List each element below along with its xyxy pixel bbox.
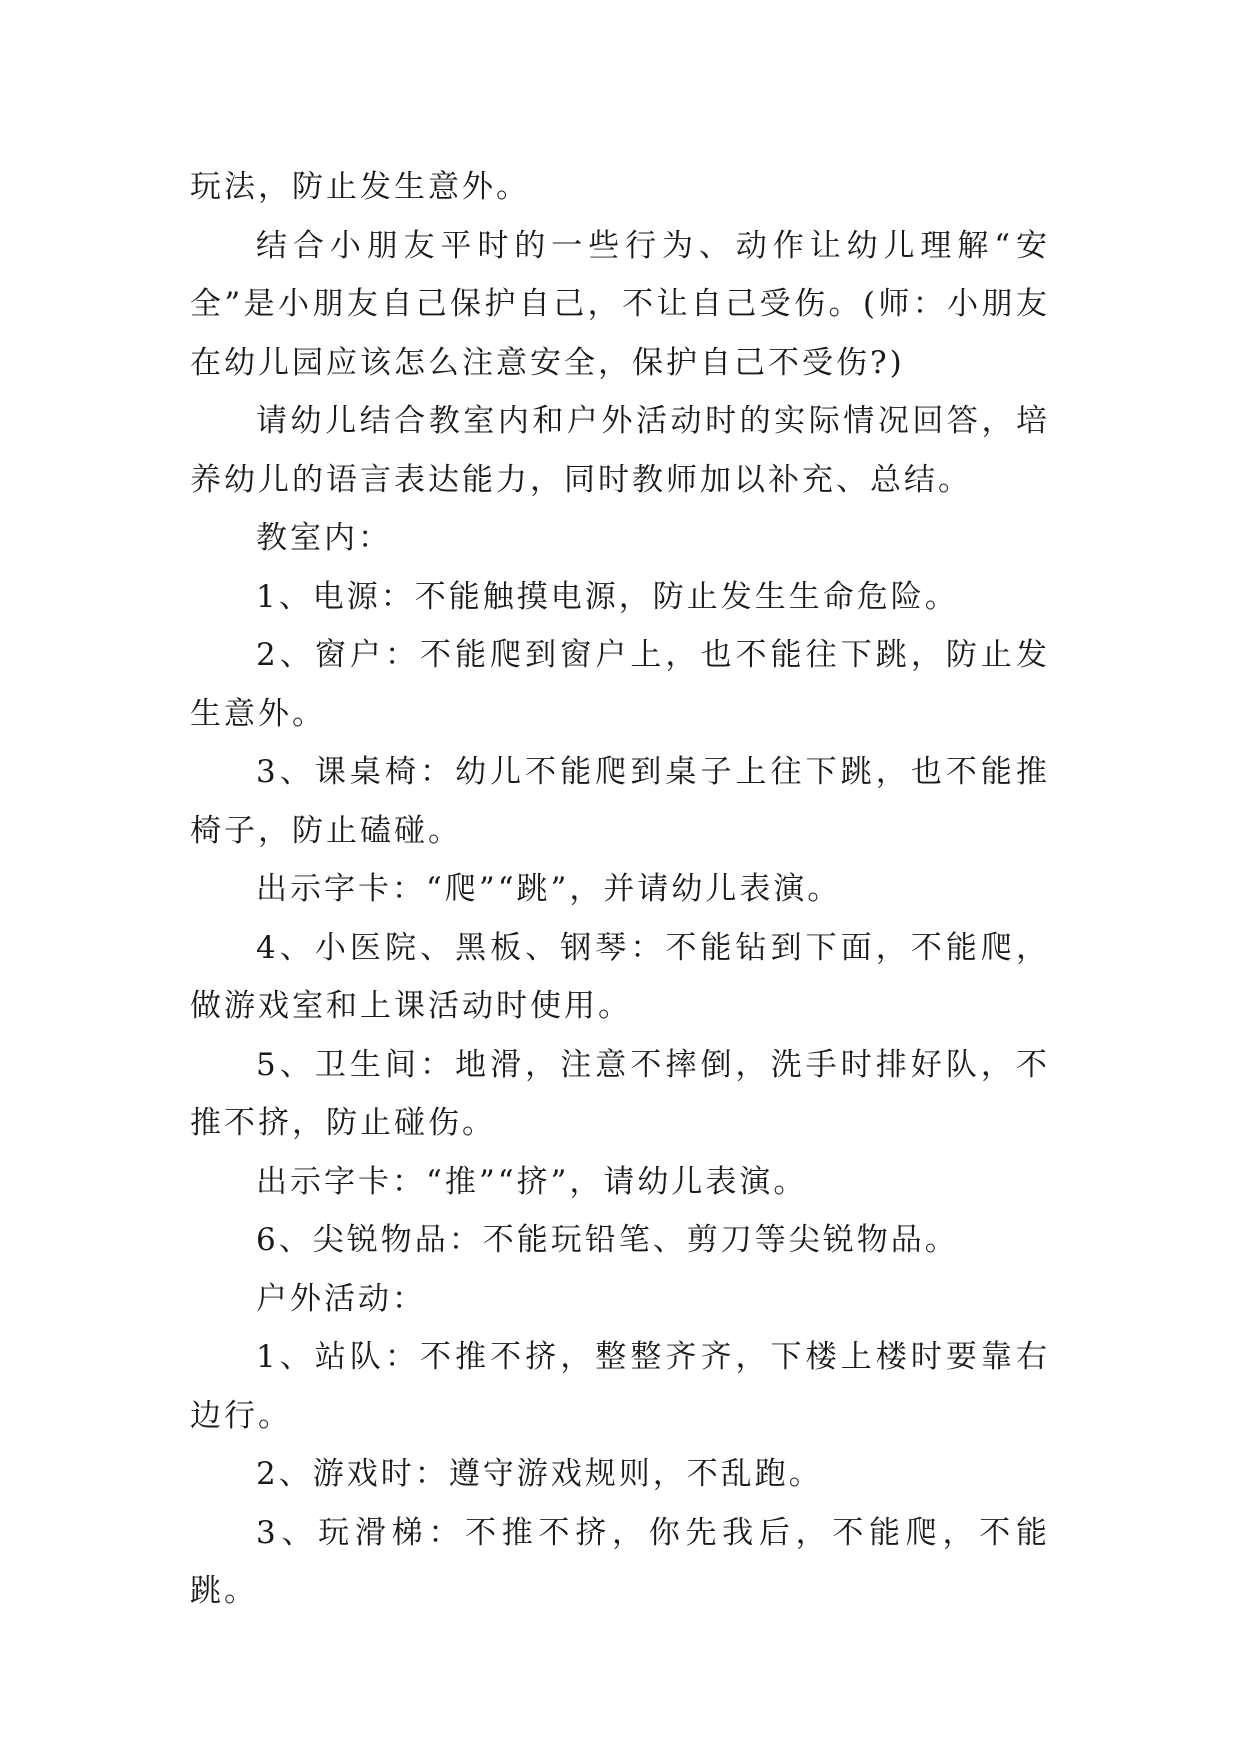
document-body — [190, 158, 1050, 1621]
list-item: 1、电源：不能触摸电源，防止发生生命危险。 — [256, 578, 959, 615]
list-item: 3、课桌椅：幼儿不能爬到桌子上往下跳，也不能推椅子，防止磕碰。 — [190, 754, 1050, 849]
paragraph: 请幼儿结合教室内和户外活动时的实际情况回答，培养幼儿的语言表达能力，同时教师加以补充、总结。 — [190, 403, 1050, 498]
section-heading-outdoor: 户外活动： — [256, 1280, 426, 1317]
paragraph: 出示字卡：“推”“挤”，请幼儿表演。 — [256, 1163, 808, 1200]
list-item: 6、尖锐物品：不能玩铅笔、剪刀等尖锐物品。 — [256, 1222, 959, 1258]
list-item: 1、站队：不推不挤，整整齐齐，下楼上楼时要靠右边行。 — [190, 1339, 1050, 1434]
section-heading-classroom: 教室内： — [256, 520, 392, 556]
list-item: 4、小医院、黑板、钢琴：不能钻到下面，不能爬，做游戏室和上课活动时使用。 — [190, 929, 1050, 1024]
paragraph: 结合小朋友平时的一些行为、动作让幼儿理解“安全”是小朋友自己保护自己，不让自己受伤。(师：小朋友在幼儿园应该怎么注意安全，保护自己不受伤?) — [190, 227, 1050, 381]
paragraph: 玩法，防止发生意外。 — [190, 169, 530, 205]
list-item: 2、窗户：不能爬到窗户上，也不能往下跳，防止发生意外。 — [190, 637, 1050, 732]
list-item: 2、游戏时：遵守游戏规则，不乱跑。 — [256, 1456, 823, 1492]
list-item: 3、玩滑梯：不推不挤，你先我后，不能爬，不能跳。 — [190, 1514, 1050, 1609]
list-item: 5、卫生间：地滑，注意不摔倒，洗手时排好队，不推不挤，防止碰伤。 — [190, 1046, 1050, 1141]
paragraph: 出示字卡：“爬”“跳”，并请幼儿表演。 — [256, 871, 842, 907]
